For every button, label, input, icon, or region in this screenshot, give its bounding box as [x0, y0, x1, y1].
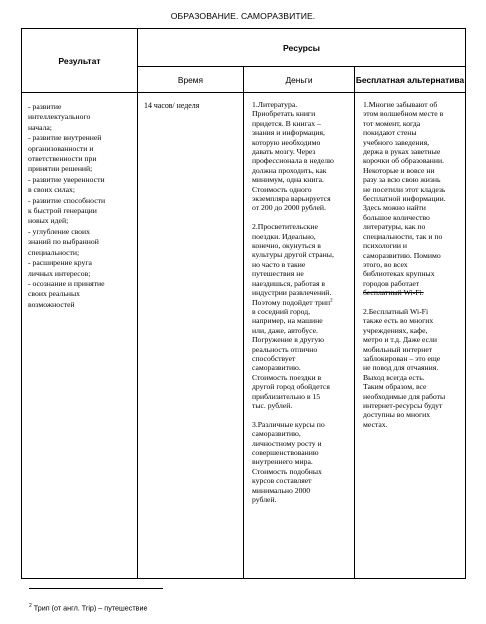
- text-line: этом волшебном месте в: [363, 109, 444, 119]
- result-line: - углубление своих: [28, 226, 90, 236]
- result-line: - развитие способности: [28, 195, 106, 205]
- text-line: тот момент, когда: [363, 118, 421, 128]
- text-line: городов работает: [363, 278, 420, 288]
- result-line: - развитие внутренней: [28, 133, 102, 143]
- text-line: покидают стены: [363, 128, 417, 138]
- result-line: ответственности при: [28, 154, 97, 164]
- free-wifi-line: бесплатный Wi-Fi.: [363, 288, 424, 298]
- text-line: внутреннего мира.: [252, 457, 313, 467]
- text-line: библиотеках крупных: [363, 269, 435, 279]
- money-cell: [244, 93, 355, 579]
- text-line: должна проходить, как: [252, 165, 327, 175]
- text-line: не повод для отчаяния.: [363, 363, 439, 373]
- result-line: своих реальных: [28, 289, 81, 299]
- text-line: учебного заведения,: [363, 137, 430, 147]
- text-line: минимум, одна книга.: [252, 175, 324, 185]
- results-list: [28, 102, 133, 310]
- text-line: большое количество: [363, 212, 430, 222]
- text-line: разу за всю свою жизнь: [363, 175, 441, 185]
- text-line: Погружение в другую: [252, 335, 325, 345]
- text-line: учреждениях, кафе,: [363, 325, 428, 335]
- text-line: 2.Бесплатный Wi-Fi: [363, 306, 429, 316]
- page-title: ОБРАЗОВАНИЕ. САМОРАЗВИТИЕ.: [170, 11, 316, 21]
- text-line: знания и информация,: [252, 128, 325, 138]
- text-line: психологии и: [363, 241, 408, 251]
- result-line: личных интересов;: [28, 268, 91, 278]
- text-line: например, на машине: [252, 316, 323, 326]
- text-line: поездки. Идеально,: [252, 231, 316, 241]
- result-line: - расширение круга: [28, 258, 92, 268]
- text-line: также есть во многих: [363, 316, 434, 326]
- text-line: но часто в такие: [252, 259, 306, 269]
- time-value: 14 часов/ неделя: [144, 101, 200, 110]
- money-paragraph-trips-cont: [252, 307, 350, 410]
- free-paragraph-library: [363, 100, 461, 288]
- result-line: в своих силах;: [28, 185, 76, 195]
- text-line: 3.Различные курсы по: [252, 419, 325, 429]
- text-line: Стоимость подобных: [252, 466, 322, 476]
- resources-table: [21, 28, 466, 579]
- text-line: курсов составляет: [252, 476, 312, 486]
- text-line: совершенствованию: [252, 448, 319, 457]
- result-line: возможностей: [28, 299, 75, 309]
- result-line: организованности и: [28, 143, 94, 153]
- footnote-ref: 2: [330, 297, 333, 303]
- footnote-separator: [29, 588, 163, 589]
- free-alternative-cell: [355, 93, 466, 579]
- time-cell: [138, 93, 244, 579]
- text-line: местах.: [363, 419, 388, 429]
- text-line: литературы, как по: [363, 222, 426, 232]
- text-line: заблокирован – это еще: [363, 353, 441, 363]
- text-line: корочки об образовании.: [363, 156, 445, 166]
- text-line: давать мозгу. Через: [252, 147, 316, 157]
- free-paragraph-wifi: [363, 307, 461, 429]
- text-line: в соседний город,: [252, 306, 311, 316]
- subheader-time: Время: [138, 67, 244, 93]
- text-line: Выход всегда есть.: [363, 372, 425, 382]
- text-line: саморазвитию.: [252, 363, 301, 373]
- text-line: индустрии развлечений.: [252, 288, 332, 298]
- result-line: специальности;: [28, 247, 80, 257]
- text-line: другой город обойдется: [252, 382, 330, 392]
- result-line: знаний по выбранной: [28, 237, 99, 247]
- text-line: тыс. рублей.: [252, 400, 293, 410]
- footnote: [29, 603, 147, 612]
- text-line: придется. В книгах –: [252, 118, 321, 128]
- text-line: специальности, так и по: [363, 231, 443, 241]
- result-line: интеллектуального: [28, 112, 91, 122]
- text-line: культуры другой страны,: [252, 250, 334, 260]
- text-line: наездишься, работая в: [252, 278, 326, 288]
- text-line: Приобретать книги: [252, 109, 316, 119]
- text-line: держа в руках заветные: [363, 147, 441, 157]
- money-paragraph-courses: [252, 420, 350, 505]
- result-line: новых идей;: [28, 216, 69, 226]
- text-line: этого, во всех: [363, 259, 408, 269]
- text-line: конечно, окунуться в: [252, 241, 321, 251]
- result-line: к быстрой генерации: [28, 206, 97, 216]
- footnote-text: Трип (от англ. Trip) – путешествие: [31, 603, 148, 613]
- text-line: доступны во многих: [363, 410, 431, 420]
- text-line: не посетили этот кладезь: [363, 184, 446, 194]
- result-line: начала;: [28, 122, 52, 132]
- text-line: саморазвитию. Помимо: [363, 250, 441, 260]
- text-line: или, даже, автобусе.: [252, 325, 318, 335]
- text-line: интернет-ресурсы будут: [363, 400, 443, 410]
- text-line: путешествия не: [252, 269, 304, 279]
- header-resources: Ресурсы: [138, 29, 466, 67]
- text-line: саморазвитию,: [252, 429, 301, 439]
- text-line: бесплатной информации.: [363, 194, 446, 204]
- text-line: минимально 2000: [252, 485, 311, 495]
- text-line: способствует: [252, 353, 296, 363]
- footnote-number: 2: [29, 603, 32, 609]
- trip-line: Поэтому подойдет трип$^2$: [252, 297, 333, 307]
- text-line: приблизительно в 15: [252, 391, 321, 401]
- text-line: 1.Многие забывают об: [363, 100, 438, 109]
- text-line: личностному росту и: [252, 438, 322, 448]
- text-line: Некоторые и вовсе ни: [363, 165, 435, 175]
- text-line: Стоимость одного: [252, 184, 312, 194]
- result-line: - развитие: [28, 102, 62, 111]
- text-line: Стоимость поездки в: [252, 372, 322, 382]
- text-line: Здесь можно найти: [363, 203, 426, 213]
- money-paragraph-trips: [252, 222, 350, 297]
- result-line: - осознание и принятие: [28, 278, 105, 288]
- text-line: от 200 до 2000 рублей.: [252, 203, 326, 213]
- text-line: необходимые для работы: [363, 391, 446, 401]
- subheader-money: Деньги: [244, 67, 355, 93]
- text-line: мобильный интернет: [363, 344, 433, 354]
- text-line: рублей.: [252, 495, 277, 505]
- text-line: метро и т.д. Даже если: [363, 335, 437, 345]
- result-line: - развитие уверенности: [28, 174, 105, 184]
- text-line: экземпляра варьируется: [252, 194, 331, 204]
- text-line: Таким образом, все: [363, 382, 427, 392]
- result-line: принятии решений;: [28, 164, 93, 174]
- text-line: 1.Литература.: [252, 100, 298, 109]
- header-result: Результат: [22, 29, 138, 93]
- text-line: реальность отлично: [252, 344, 318, 354]
- text-line: профессионала в неделю: [252, 156, 334, 166]
- text-line: 2.Просветительские: [252, 222, 318, 232]
- results-cell: [22, 93, 138, 579]
- money-paragraph-literature: [252, 100, 350, 213]
- text-line: которую необходимо: [252, 137, 321, 147]
- subheader-free-alternative: Бесплатная альтернатива: [355, 67, 466, 93]
